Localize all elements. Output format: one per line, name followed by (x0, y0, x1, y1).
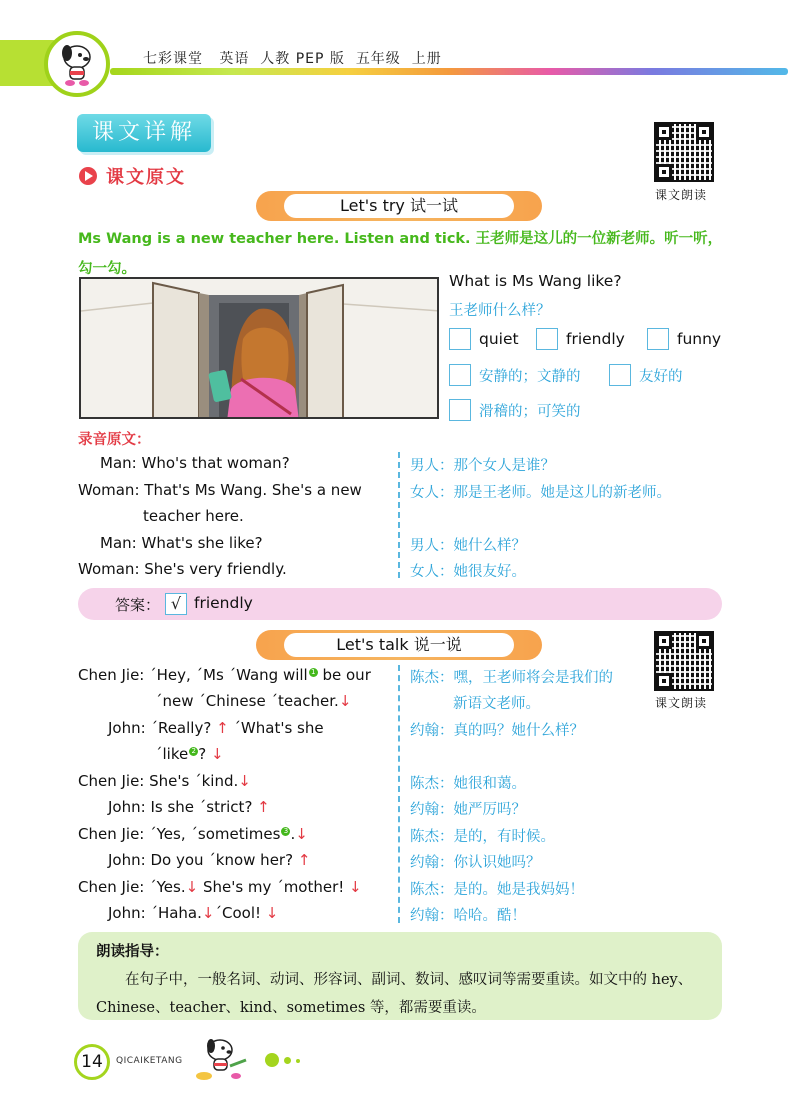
answer-value: friendly (194, 594, 253, 612)
checkbox[interactable] (449, 399, 471, 421)
transcript-line-cont: teacher here. (143, 507, 244, 525)
subsection-title: 课文原文 (79, 163, 186, 189)
falling-tone-icon: ↓ (238, 772, 251, 790)
option-friendly[interactable]: friendly (536, 328, 625, 350)
falling-tone-icon: ↓ (185, 878, 199, 896)
column-divider (398, 452, 400, 578)
play-icon (79, 167, 97, 185)
dialog-line-cont: ˊlike 2 ? ↓ (155, 745, 224, 763)
falling-tone-icon: ↓ (210, 745, 224, 763)
question-cn: 王老师什么样？ (449, 303, 551, 319)
header-text: 七彩课堂 英语 人教 PEP 版 五年级 上册 (143, 51, 442, 67)
checkbox[interactable] (449, 364, 471, 386)
page-header (0, 0, 800, 95)
note-marker: 1 (309, 668, 318, 677)
transcript-line-cn: 女人：那是王老师。她是这儿的新老师。 (410, 485, 671, 501)
dialog-line-cn: 陈杰：是的，有时候。 (410, 829, 555, 845)
question-en: What is Ms Wang like? (449, 272, 622, 290)
option-funny-cn[interactable]: 滑稽的；可笑的 (449, 399, 581, 421)
dialog-line: Chen Jie: ˊHey, ˊMs ˊWang will 1 be our (78, 666, 371, 684)
checkbox[interactable] (536, 328, 558, 350)
brand-text: QICAIKETANG (116, 1056, 183, 1066)
decor-dot (296, 1059, 300, 1063)
transcript-line-cn: 男人：那个女人是谁？ (410, 458, 555, 474)
dialog-line: John: ˊHaha.↓ˊCool! ↓ (108, 904, 279, 922)
qr-label: 课文朗读 (655, 696, 708, 710)
dialog-line-cn: 约翰：哈哈。酷！ (410, 908, 526, 924)
column-divider (398, 665, 400, 923)
dialog-line: Chen Jie: She's ˊkind.↓ (78, 772, 251, 790)
lets-talk-heading: Let's talk 说一说 (256, 630, 542, 660)
decor-dot (265, 1053, 279, 1067)
dialog-line-cn: 约翰：她严厉吗？ (410, 802, 526, 818)
classroom-illustration (79, 277, 439, 419)
dialog-line-cn: 陈杰：她很和蔼。 (410, 776, 526, 792)
dialog-line: John: Do you ˊknow her? ↑ (108, 851, 311, 869)
falling-tone-icon: ↓ (265, 904, 279, 922)
option-quiet-cn[interactable]: 安静的；文静的 (449, 364, 581, 386)
decor-dot (284, 1057, 291, 1064)
reading-guide (78, 932, 722, 1020)
dialog-line-cont: ˊnew ˊChinese ˊteacher.↓ (155, 692, 352, 710)
transcript-line: Man: What's she like? (100, 534, 263, 552)
reading-guide-title: 朗读指导： (96, 944, 169, 960)
falling-tone-icon: ↓ (201, 904, 215, 922)
transcript-label: 录音原文： (78, 432, 151, 448)
mascot-logo (44, 31, 110, 97)
header-rainbow-bar (110, 68, 788, 75)
option-funny[interactable]: funny (647, 328, 721, 350)
answer-bar (78, 588, 722, 620)
transcript-line: Woman: She's very friendly. (78, 560, 287, 578)
falling-tone-icon: ↓ (338, 692, 352, 710)
lets-try-heading: Let's try 试一试 (256, 191, 542, 221)
falling-tone-icon: ↓ (349, 878, 362, 896)
dialog-line-cn: 约翰：真的吗？她什么样？ (410, 723, 584, 739)
checkmark-icon: √ (165, 593, 187, 615)
qr-label: 课文朗读 (655, 188, 708, 202)
rising-tone-icon: ↑ (216, 719, 229, 737)
dialog-line: Chen Jie: ˊYes.↓ She's my ˊmother! ↓ (78, 878, 362, 896)
reading-guide-body: 在句子中，一般名词、动词、形容词、副词、数词、感叹词等需要重读。如文中的 hey、Chinese、teacher、kind、sometimes 等，都需要重读。 (96, 972, 693, 1016)
dog-mascot-icon (194, 1032, 256, 1084)
checkbox[interactable] (609, 364, 631, 386)
checkbox[interactable] (449, 328, 471, 350)
note-marker: 2 (189, 747, 198, 756)
dialog-line-cn: 陈杰：嘿，王老师将会是我们的 (410, 670, 613, 686)
dialog-line: Chen Jie: ˊYes, ˊsometimes 3 .↓ (78, 825, 308, 843)
transcript-line: Man: Who's that woman? (100, 454, 290, 472)
dialog-line-cn-cont: 新语文老师。 (453, 696, 540, 712)
answer-label: 答案： (115, 596, 161, 614)
falling-tone-icon: ↓ (295, 825, 308, 843)
dialog-line-cn: 约翰：你认识她吗？ (410, 855, 541, 871)
dialog-line-cn: 陈杰：是的。她是我妈妈！ (410, 882, 584, 898)
section-title: 课文详解 (77, 114, 211, 152)
note-marker: 3 (281, 827, 290, 836)
option-quiet[interactable]: quiet (449, 328, 519, 350)
qr-code-icon[interactable] (654, 122, 714, 182)
qr-code-icon[interactable] (654, 631, 714, 691)
dialog-line: John: ˊReally? ↑ ˊWhat's she (108, 719, 324, 737)
dialog-line: John: Is she ˊstrict? ↑ (108, 798, 270, 816)
dog-mascot-icon (48, 35, 106, 93)
transcript-line-cn: 女人：她很友好。 (410, 564, 526, 580)
checkbox[interactable] (647, 328, 669, 350)
option-friendly-cn[interactable]: 友好的 (609, 364, 683, 386)
rising-tone-icon: ↑ (257, 798, 270, 816)
rising-tone-icon: ↑ (297, 851, 311, 869)
transcript-line-cn: 男人：她什么样？ (410, 538, 526, 554)
instruction-text: Ms Wang is a new teacher here. Listen and tick. 王老师是这儿的一位新老师。听一听，勾一勾。 (78, 231, 723, 277)
transcript-line: Woman: That's Ms Wang. She's a new (78, 481, 362, 499)
page-number: 14 (74, 1044, 110, 1080)
